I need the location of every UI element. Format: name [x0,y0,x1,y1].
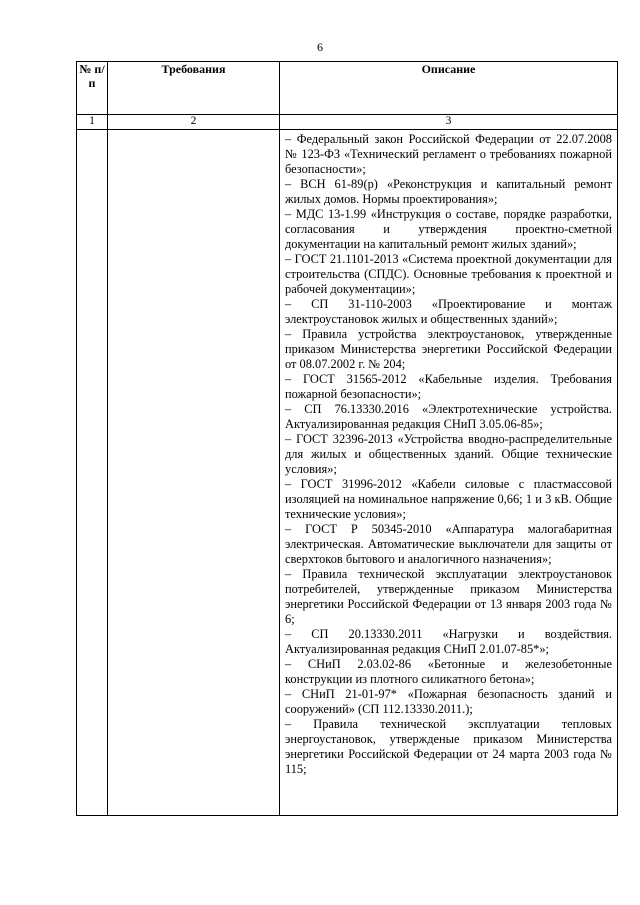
header-number: № п/п [77,62,108,115]
table-header-row [77,62,618,115]
column-number-1: 1 [77,115,108,130]
description-item: – Правила технической эксплуатации тепловых энергоустановок, утвержденые приказом Министерства энергетики Российской Федерации от 24 марта 2003 года № 115; [285,717,612,776]
description-item: – ВСН 61-89(р) «Реконструкция и капитальный ремонт жилых домов. Нормы проектирования»; [285,177,612,206]
description-item: – ГОСТ 31996-2012 «Кабели силовые с пластмассовой изоляцией на номинальное напряжение 0,66; 1 и 3 кВ. Общие технические условия»; [285,477,612,521]
column-number-2: 2 [108,115,280,130]
table-row [77,130,618,816]
description-item: – МДС 13-1.99 «Инструкция о составе, порядке разработки, согласования и утверждения проектно-сметной документации на капитальный ремонт жилых зданий»; [285,207,612,251]
row-number-cell [77,130,108,816]
page-number: 6 [317,40,323,54]
description-item: – Федеральный закон Российской Федерации от 22.07.2008 № 123-ФЗ «Технический регламент о требованиях пожарной безопасности»; [285,132,612,176]
description-item: – СП 20.13330.2011 «Нагрузки и воздействия. Актуализированная редакция СНиП 2.01.07-85*»; [285,627,612,656]
column-number-row [77,115,618,130]
description-item: – СП 31-110-2003 «Проектирование и монтаж электроустановок жилых и общественных зданий»; [285,297,612,326]
description-item: – ГОСТ 31565-2012 «Кабельные изделия. Требования пожарной безопасности»; [285,372,612,401]
description-cell [280,130,618,816]
header-requirements: Требования [108,62,280,115]
column-number-3: 3 [280,115,618,130]
description-item: – ГОСТ 32396-2013 «Устройства вводно-распределительные для жилых и общественных зданий. Общие технические условия»; [285,432,612,476]
description-item: – ГОСТ 21.1101-2013 «Система проектной документации для строительства (СПДС). Основные требования к проектной и рабочей документации»; [285,252,612,296]
description-item: – Правила устройства электроустановок, утвержденные приказом Министерства энергетики Российской Федерации от 08.07.2002 г. № 204; [285,327,612,371]
description-item: – Правила технической эксплуатации электроустановок потребителей, утвержденные приказом Министерства энергетики Российской Федерации от 13 января 2003 года № 6; [285,567,612,626]
requirements-cell [108,130,280,816]
description-item: – СП 76.13330.2016 «Электротехнические устройства. Актуализированная редакция СНиП 3.05.06-85»; [285,402,612,431]
requirements-table [76,61,618,816]
header-description: Описание [280,62,618,115]
description-item: – СНиП 21-01-97* «Пожарная безопасность зданий и сооружений» (СП 112.13330.2011.); [285,687,612,716]
description-item: – ГОСТ Р 50345-2010 «Аппаратура малогабаритная электрическая. Автоматические выключатели для защиты от сверхтоков бытового и аналогичного назначения»; [285,522,612,566]
description-item: – СНиП 2.03.02-86 «Бетонные и железобетонные конструкции из плотного силикатного бетона»; [285,657,612,686]
